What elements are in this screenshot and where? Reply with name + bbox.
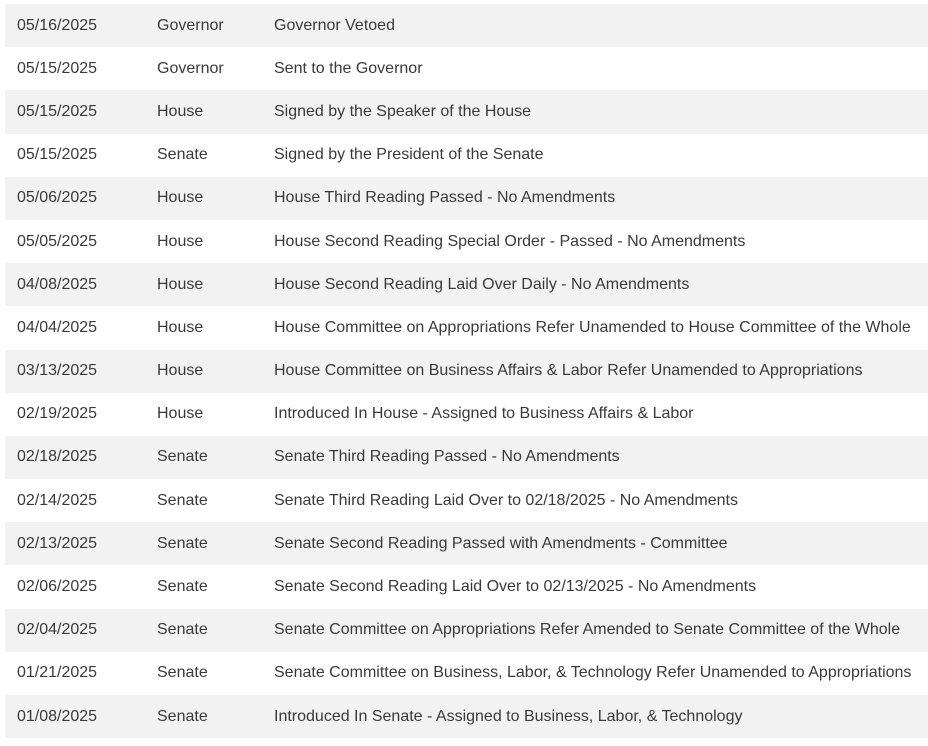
- action-description: Governor Vetoed: [274, 16, 395, 34]
- table-row: [5, 306, 928, 349]
- table-row: [5, 479, 928, 522]
- table-row: [5, 609, 928, 652]
- action-description: House Second Reading Laid Over Daily - No Amendments: [274, 275, 690, 293]
- table-row: [5, 695, 928, 738]
- action-date: 02/04/2025: [17, 621, 98, 639]
- table-row: [5, 263, 928, 306]
- action-description: Senate Committee on Appropriations Refer Amended to Senate Committee of the Whole: [274, 621, 901, 639]
- action-date: 02/18/2025: [17, 448, 98, 466]
- action-chamber: Governor: [157, 16, 224, 34]
- action-chamber: House: [157, 275, 204, 293]
- action-description: House Committee on Business Affairs & Labor Refer Unamended to Appropriations: [274, 362, 863, 380]
- action-chamber: House: [157, 102, 204, 120]
- action-chamber: House: [157, 405, 204, 423]
- table-row: [5, 652, 928, 695]
- action-description: Introduced In House - Assigned to Business Affairs & Labor: [274, 405, 694, 423]
- action-chamber: Senate: [157, 664, 208, 682]
- table-row: [5, 90, 928, 133]
- action-date: 03/13/2025: [17, 362, 98, 380]
- action-date: 02/13/2025: [17, 534, 98, 552]
- action-date: 05/05/2025: [17, 232, 98, 250]
- action-chamber: Senate: [157, 534, 208, 552]
- action-date: 04/08/2025: [17, 275, 98, 293]
- action-date: 01/21/2025: [17, 664, 98, 682]
- action-date: 05/15/2025: [17, 146, 98, 164]
- action-description: House Third Reading Passed - No Amendments: [274, 189, 616, 207]
- bill-history-table: [5, 4, 928, 738]
- action-chamber: Senate: [157, 578, 208, 596]
- action-description: Senate Second Reading Laid Over to 02/13/2025 - No Amendments: [274, 578, 757, 596]
- action-chamber: Senate: [157, 491, 208, 509]
- action-description: Senate Third Reading Passed - No Amendments: [274, 448, 620, 466]
- action-description: Introduced In Senate - Assigned to Business, Labor, & Technology: [274, 707, 743, 725]
- action-description: House Committee on Appropriations Refer Unamended to House Committee of the Whole: [274, 318, 911, 336]
- action-chamber: Senate: [157, 146, 208, 164]
- action-date: 04/04/2025: [17, 318, 98, 336]
- action-description: Sent to the Governor: [274, 59, 423, 77]
- action-description: Signed by the President of the Senate: [274, 146, 544, 164]
- action-date: 02/19/2025: [17, 405, 98, 423]
- action-date: 05/15/2025: [17, 102, 98, 120]
- action-date: 01/08/2025: [17, 707, 98, 725]
- table-row: [5, 393, 928, 436]
- table-row: [5, 47, 928, 90]
- table-row: [5, 350, 928, 393]
- action-chamber: Senate: [157, 707, 208, 725]
- action-chamber: House: [157, 189, 204, 207]
- action-date: 02/14/2025: [17, 491, 98, 509]
- action-description: Senate Second Reading Passed with Amendments - Committee: [274, 534, 728, 552]
- action-date: 05/15/2025: [17, 59, 98, 77]
- table-row: [5, 522, 928, 565]
- table-row: [5, 565, 928, 608]
- action-description: Senate Third Reading Laid Over to 02/18/2025 - No Amendments: [274, 491, 738, 509]
- action-description: Signed by the Speaker of the House: [274, 102, 532, 120]
- action-date: 05/16/2025: [17, 16, 98, 34]
- action-chamber: House: [157, 362, 204, 380]
- action-description: Senate Committee on Business, Labor, & Technology Refer Unamended to Appropriations: [274, 664, 912, 682]
- action-date: 02/06/2025: [17, 578, 98, 596]
- table-row: [5, 177, 928, 220]
- action-chamber: Senate: [157, 621, 208, 639]
- action-chamber: Senate: [157, 448, 208, 466]
- table-row: [5, 4, 928, 47]
- action-chamber: House: [157, 318, 204, 336]
- action-date: 05/06/2025: [17, 189, 98, 207]
- table-row: [5, 134, 928, 177]
- action-chamber: House: [157, 232, 204, 250]
- action-chamber: Governor: [157, 59, 224, 77]
- action-description: House Second Reading Special Order - Passed - No Amendments: [274, 232, 746, 250]
- table-row: [5, 436, 928, 479]
- table-row: [5, 220, 928, 263]
